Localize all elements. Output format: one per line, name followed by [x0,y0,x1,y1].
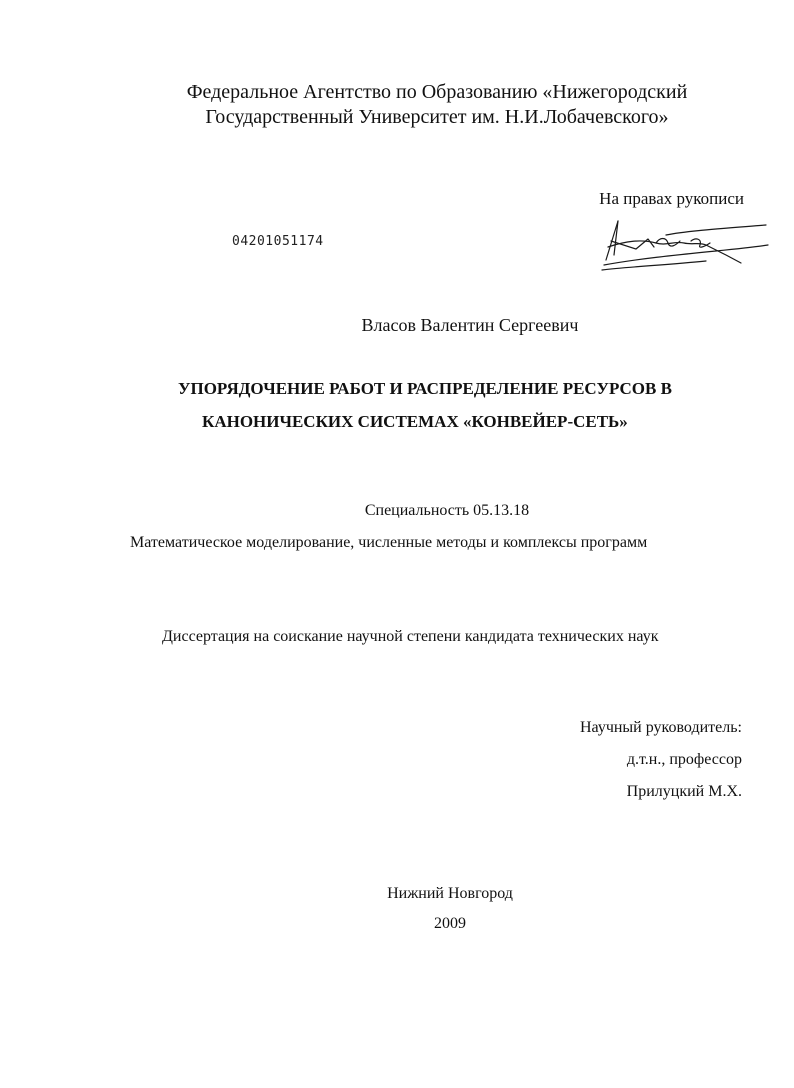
manuscript-rights-note: На правах рукописи [599,189,744,208]
author-name: Власов Валентин Сергеевич [361,315,579,335]
dissertation-title-line-2: КАНОНИЧЕСКИХ СИСТЕМАХ «КОНВЕЙЕР-СЕТЬ» [202,412,628,431]
organization-line-2: Государственный Университет им. Н.И.Лобачевского» [205,106,669,128]
handwritten-signature [596,215,771,277]
supervisor-label: Научный руководитель: [579,719,742,736]
specialty-name: Математическое моделирование, численные методы и комплексы программ [130,534,648,551]
specialty-code: Специальность 05.13.18 [364,502,530,519]
city: Нижний Новгород [387,885,513,902]
supervisor-name: Прилуцкий М.Х. [626,783,742,800]
year: 2009 [434,915,466,932]
supervisor-degree: д.т.н., профессор [626,751,742,768]
catalog-code: 04201051174 [232,234,324,249]
dissertation-degree-note: Диссертация на соискание научной степени кандидата технических наук [162,628,659,645]
dissertation-title-line-1: УПОРЯДОЧЕНИЕ РАБОТ И РАСПРЕДЕЛЕНИЕ РЕСУРСОВ В [178,379,672,398]
organization-line-1: Федеральное Агентство по Образованию «Нижегородский [186,81,688,103]
